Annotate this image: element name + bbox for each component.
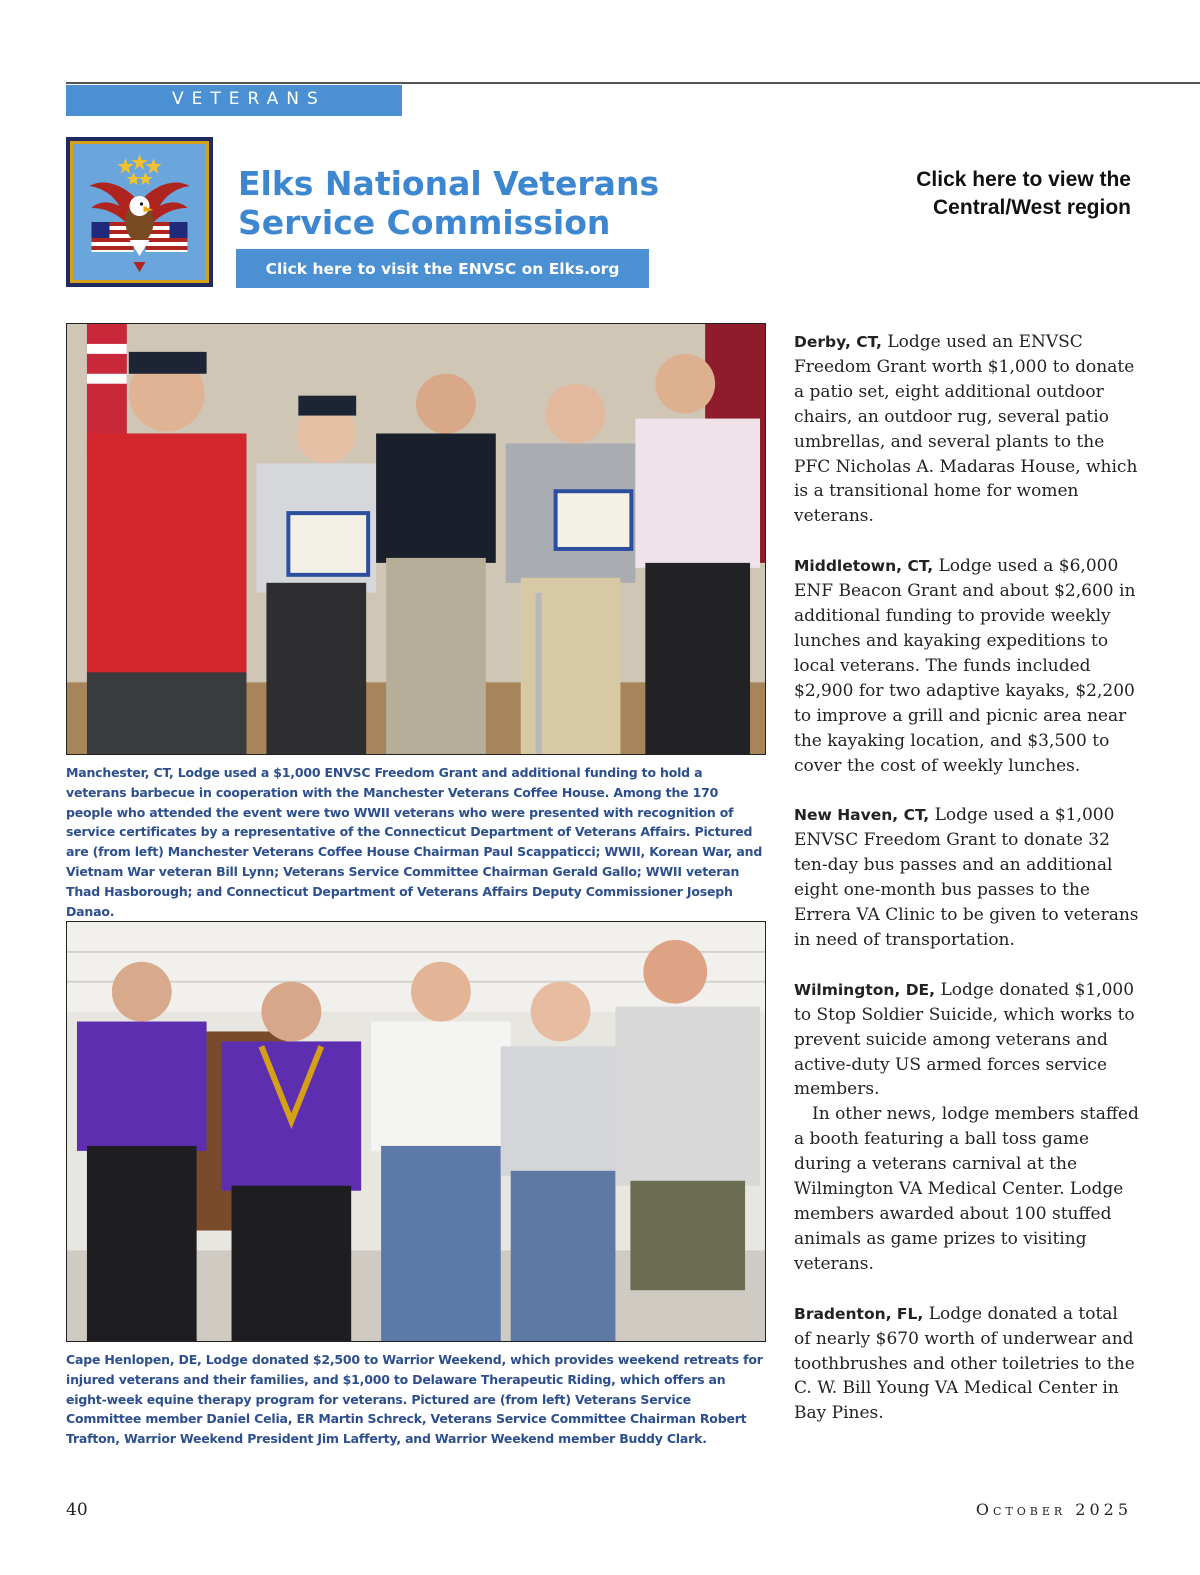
article-text: Lodge used a $1,000 ENVSC Freedom Grant to donate 32 ten-day bus passes and an additional eight one-month bus passes to the Errera VA Clinic to be given to veterans in need of transportation. (794, 805, 1139, 950)
article-extra-text: In other news, lodge members staffed a booth featuring a ball toss game during a veterans carnival at the Wilmington VA Medical Center. Lodge members awarded about 100 stuffed animals as game prizes to visiting veterans. (794, 1104, 1139, 1274)
page-number: 40 (66, 1500, 88, 1520)
article-new-haven (794, 803, 1139, 952)
manchester-caption-text: Lodge used a $1,000 ENVSC Freedom Grant and additional funding to hold a veterans barbecue in cooperation with the Manchester Veterans Coffee House. Among the 170 people who attended the event were two WWII veterans who were presented with recognition of service certificates by a representative of the Connecticut Department of Veterans Affairs. Pictured are (from left) Manchester Veterans Coffee House Chairman Paul Scappaticci; WWII, Korean War, and Vietnam War veteran Bill Lynn; Veterans Service Committee Chairman Gerald Gallo; WWII veteran Thad Hasborough; and Connecticut Department of Veterans Affairs Deputy Commissioner Joseph Danao. (66, 765, 763, 919)
header-rule (66, 82, 1200, 84)
article-text: Lodge donated $1,000 to Stop Soldier Suicide, which works to prevent suicide among veterans and active-duty US armed forces service members. (794, 979, 1135, 1100)
commission-title-line2: Service Commission (238, 203, 611, 242)
article-wilmington (794, 978, 1139, 1277)
article-location: Derby, CT, (794, 333, 882, 351)
visit-envsc-button[interactable]: Click here to visit the ENVSC on Elks.org (236, 249, 649, 288)
issue-date: October 2025 (975, 1500, 1132, 1519)
article-text: Lodge donated a total of nearly $670 worth of underwear and toothbrushes and other toiletries to the C. W. Bill Young VA Medical Center in Bay Pines. (794, 1303, 1135, 1424)
region-link-line1: Click here to view the (916, 168, 1131, 191)
manchester-group-photo (66, 323, 766, 755)
eagle-flag-icon (73, 144, 206, 280)
article-bradenton (794, 1302, 1139, 1427)
article-middletown (794, 554, 1139, 778)
envsc-logo[interactable] (66, 137, 213, 287)
article-derby (794, 330, 1139, 529)
cape-henlopen-group-photo (66, 921, 766, 1342)
commission-title (238, 164, 659, 242)
section-label: VETERANS (172, 89, 326, 109)
article-text: Lodge used an ENVSC Freedom Grant worth $1,000 to donate a patio set, eight additional outdoor chairs, an outdoor rug, several patio umbrellas, and several plants to the PFC Nicholas A. Madaras House, which is a transitional home for women veterans. (794, 332, 1138, 527)
article-location: Wilmington, DE, (794, 980, 936, 999)
manchester-caption-location: Manchester, CT, (66, 765, 174, 780)
cape-henlopen-caption-text: Lodge donated $2,500 to Warrior Weekend, which provides weekend retreats for injured veterans and their families, and $1,000 to Delaware Therapeutic Riding, which offers an eight-week equine therapy program for veterans. Pictured are (from left) Veterans Service Committee member Daniel Celia, ER Martin Schreck, Veterans Service Committee Chairman Robert Trafton, Warrior Weekend President Jim Lafferty, and Warrior Weekend member Buddy Clark. (66, 1352, 763, 1447)
cape-henlopen-caption (66, 1350, 766, 1449)
region-link-line2: Central/West region (933, 196, 1131, 219)
article-text: Lodge used a $6,000 ENF Beacon Grant and about $2,600 in additional funding to provide weekly lunches and kayaking expeditions to local veterans. The funds included $2,900 for two adaptive kayaks, $2,200 to improve a grill and picnic area near the kayaking location, and $3,500 to cover the cost of weekly lunches. (794, 556, 1136, 776)
article-location: Bradenton, FL, (794, 1304, 924, 1323)
commission-title-line1: Elks National Veterans (238, 164, 660, 203)
cape-henlopen-caption-location: Cape Henlopen, DE, (66, 1352, 202, 1367)
central-west-region-link[interactable] (916, 166, 1131, 222)
article-location: Middletown, CT, (794, 557, 934, 576)
article-location: New Haven, CT, (794, 806, 930, 825)
article-column (794, 330, 1139, 1451)
manchester-caption (66, 763, 766, 921)
section-banner (66, 85, 402, 116)
